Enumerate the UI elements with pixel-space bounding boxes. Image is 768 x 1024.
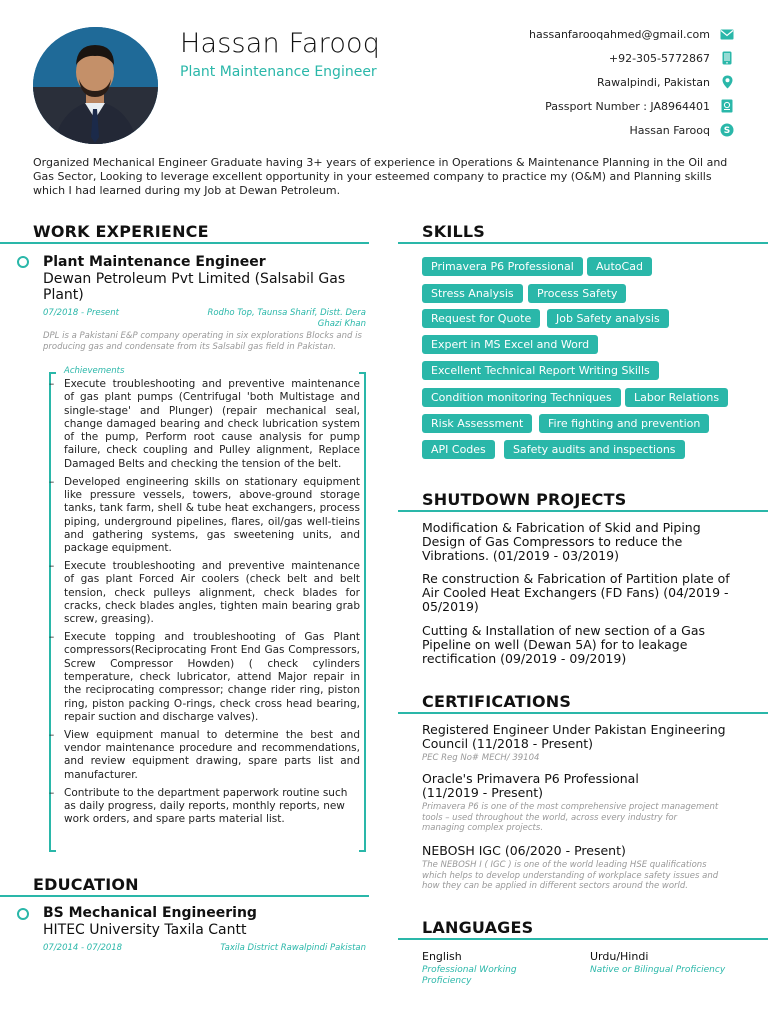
education-dates: 07/2014 - 07/2018 <box>43 943 123 953</box>
education-location: Taxila District Rawalpindi Pakistan <box>220 943 366 953</box>
passport-icon <box>720 99 734 113</box>
achievements-label: Achievements <box>64 366 125 376</box>
location-pin-icon <box>720 75 734 89</box>
skill-tag: Labor Relations <box>625 388 728 407</box>
profile-photo <box>33 27 158 144</box>
job-dates: 07/2018 - Present <box>43 308 120 318</box>
skill-tag: Excellent Technical Report Writing Skills <box>422 361 659 380</box>
contact-location-text: Rawalpindi, Pakistan <box>596 75 710 89</box>
languages-rule <box>398 938 768 940</box>
certifications-rule <box>398 712 768 714</box>
skill-tag: Process Safety <box>528 284 626 303</box>
certification-title: Oracle's Primavera P6 Professional (11/2019 - Present) <box>422 771 639 800</box>
language-level: Native or Bilingual Proficiency <box>590 965 726 975</box>
shutdown-project-item: Re construction & Fabrication of Partition plate of Air Cooled Heat Exchangers (FD Fans) (04/2019 - 05/2019) <box>422 571 730 614</box>
svg-text:S: S <box>723 126 731 137</box>
achievement-item: – View equipment manual to determine the best and vendor maintenance procedure and recommendations, and review equipment drawing, spare parts list and manufacturer. <box>49 729 360 782</box>
language-name: English <box>422 950 462 963</box>
shutdown-project-item: Modification & Fabrication of Skid and Piping Design of Gas Compressors to reduce the Vibrations. (01/2019 - 03/2019) <box>422 520 701 563</box>
candidate-name: Hassan Farooq <box>180 28 381 59</box>
language-level: Professional Working Proficiency <box>422 965 517 986</box>
skills-heading: SKILLS <box>422 222 485 241</box>
languages-heading: LANGUAGES <box>422 918 534 937</box>
timeline-dot <box>17 256 29 268</box>
contact-skype[interactable] <box>630 122 734 138</box>
certifications-heading: CERTIFICATIONS <box>422 692 572 711</box>
skill-tag: Primavera P6 Professional <box>422 257 583 276</box>
skill-tag: API Codes <box>422 440 495 459</box>
candidate-title: Plant Maintenance Engineer <box>180 64 377 80</box>
profile-summary: Organized Mechanical Engineer Graduate having 3+ years of experience in Operations & Maintenance Planning in the Oil and Gas Sector, Looking to leverage excellent opportunity in your esteemed company to practice my (O&M) and Planning skills which I had learned during my Job at Dewan Petroleum. <box>33 156 728 197</box>
skill-tag: Fire fighting and prevention <box>539 414 709 433</box>
shutdown-projects-rule <box>398 510 768 512</box>
skill-tag: Risk Assessment <box>422 414 532 433</box>
school-name: HITEC University Taxila Cantt <box>43 922 247 938</box>
achievement-item: – Developed engineering skills on stationary equipment like pressure vessels, towers, above-ground storage tanks, tank farm, shell & tube heat exchangers, process piping, underground pipelines, flares, oil/gas well-tieins and gathering systems, gas sweetening units, and package equipment. <box>49 476 360 556</box>
skill-tag: AutoCad <box>587 257 652 276</box>
skills-rule <box>398 242 768 244</box>
skill-tag: Job Safety analysis <box>547 309 669 328</box>
shutdown-projects-heading: SHUTDOWN PROJECTS <box>422 490 627 509</box>
job-role: Plant Maintenance Engineer <box>43 254 266 270</box>
job-company: Dewan Petroleum Pvt Limited (Salsabil Gas Plant) <box>43 271 346 303</box>
certification-note: PEC Reg No# MECH/ 39104 <box>422 753 540 763</box>
education-heading: EDUCATION <box>33 875 139 894</box>
contact-passport-text: Passport Number : JA8964401 <box>545 99 710 113</box>
phone-icon <box>720 51 734 65</box>
certification-note: The NEBOSH I ( IGC ) is one of the world leading HSE qualifications which helps to develop understanding of workplace safety issues and how they can be applied in different sectors around the world. <box>422 860 719 891</box>
language-name: Urdu/Hindi <box>590 950 649 963</box>
contact-skype-text[interactable]: Hassan Farooq <box>629 123 710 137</box>
skill-tag: Safety audits and inspections <box>504 440 685 459</box>
achievement-item: – Execute topping and troubleshooting of Gas Plant compressors(Reciprocating Front End Gas Compressors, Screw Compressor Howden) ( check cylinders temperature, check lubricator, attend Major repair in the reciprocating compressor; change rider ring, piston ring, piston packing O-rings, check cross head bearing, repair suction and discharge valves). <box>49 631 360 724</box>
skill-tag: Condition monitoring Techniques <box>422 388 621 407</box>
contact-location <box>597 74 734 90</box>
shutdown-project-item: Cutting & Installation of new section of a Gas Pipeline on well (Dewan 5A) for to leakage rectification (09/2019 - 09/2019) <box>422 623 706 666</box>
job-location: Rodho Top, Taunsa Sharif, Distt. Dera Ghazi Khan <box>207 308 366 329</box>
contact-phone[interactable] <box>609 50 734 66</box>
achievements-bracket-right <box>359 372 366 852</box>
email-icon <box>720 27 734 41</box>
contact-email-text[interactable]: hassanfarooqahmed@gmail.com <box>529 27 710 41</box>
skill-tag: Stress Analysis <box>422 284 523 303</box>
achievement-item: – Execute troubleshooting and preventive maintenance of gas plant Forced Air coolers (check belt and belt tension, check pulleys alignment, check blades for cracks, check blades angles, tighten main bearing grab screw, greasing). <box>49 560 360 626</box>
skill-tag: Request for Quote <box>422 309 540 328</box>
certification-note: Primavera P6 is one of the most comprehensive project management tools – used throughout the world, across every industry for managing complex projects. <box>422 802 719 833</box>
timeline-dot <box>17 908 29 920</box>
achievements-list <box>49 378 360 831</box>
contact-email[interactable] <box>529 26 734 42</box>
skill-tag: Expert in MS Excel and Word <box>422 335 598 354</box>
job-description: DPL is a Pakistani E&P company operating in six explorations Blocks and is producing gas and condensate from its Salsabil gas field in Pakistan. <box>43 331 362 352</box>
work-experience-rule <box>0 242 369 244</box>
work-experience-heading: WORK EXPERIENCE <box>33 222 209 241</box>
certification-title: Registered Engineer Under Pakistan Engineering Council (11/2018 - Present) <box>422 722 726 751</box>
skype-icon <box>720 123 734 137</box>
education-rule <box>0 895 369 897</box>
contact-phone-text[interactable]: +92-305-5772867 <box>608 51 710 65</box>
achievement-item: – Execute troubleshooting and preventive maintenance of gas plant pumps (Centrifugal 'both Multistage and single-stage' and Plunger) (repair mechanical seal, change damaged bearing and check lubrication system of the pump, Perform root cause analysis for pump failure, check coupling and Pulley alignment, Replace Damaged Belts and checking the tension of the belt. <box>49 378 360 471</box>
certification-title: NEBOSH IGC (06/2020 - Present) <box>422 843 626 858</box>
contact-passport <box>545 98 734 114</box>
degree-name: BS Mechanical Engineering <box>43 905 257 921</box>
achievement-item: – Contribute to the department paperwork routine such as daily progress, daily reports, monthly reports, new work orders, and spare parts material list. <box>49 787 360 827</box>
